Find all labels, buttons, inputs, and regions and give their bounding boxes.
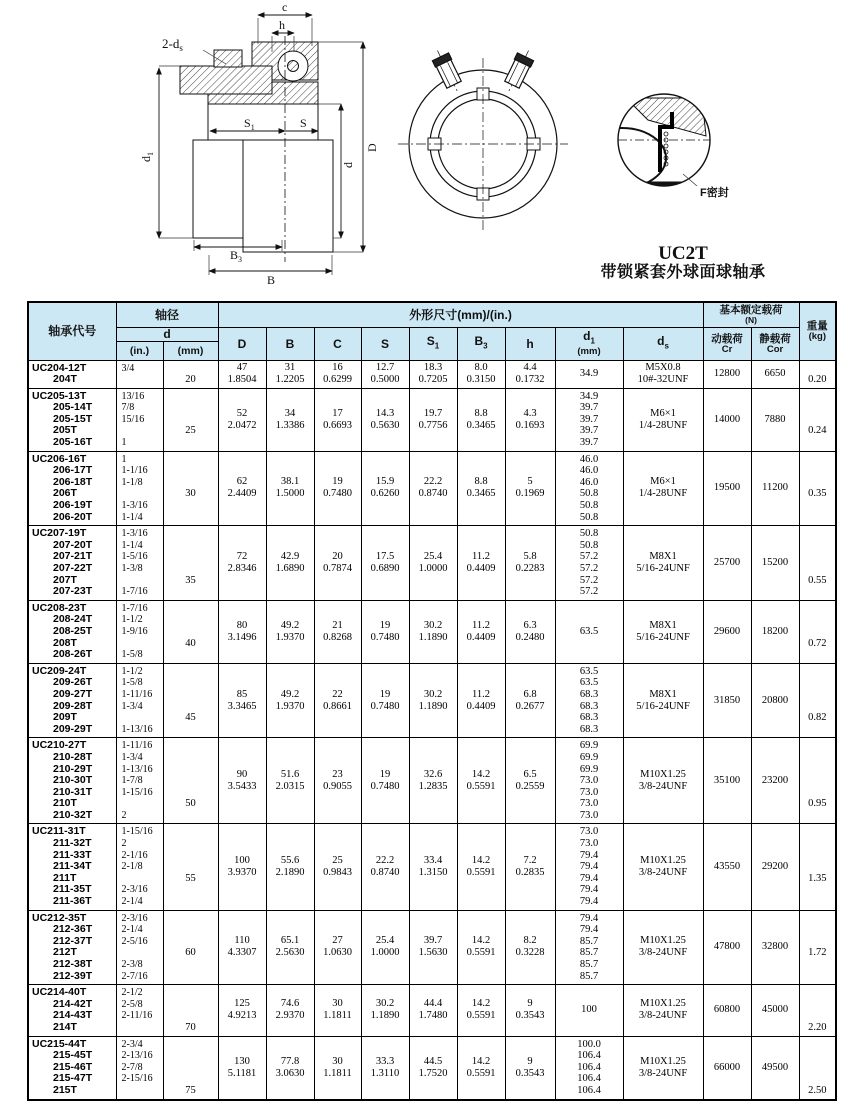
- dim-cell-6: 6.5 0.2559: [505, 738, 555, 824]
- static-load-cell: 11200: [751, 451, 799, 526]
- ds-cell: M6×1 1/4-28UNF: [623, 451, 703, 526]
- dim-cell-3: 19 0.7480: [361, 663, 409, 738]
- weight-cell: 0.55: [799, 526, 836, 601]
- table-body: [28, 360, 836, 1100]
- dynamic-load-cell: 19500: [703, 451, 751, 526]
- dynamic-load-cell: 14000: [703, 388, 751, 451]
- d1-cell: 100.0 106.4 106.4 106.4 106.4: [555, 1036, 623, 1099]
- table-row: [28, 388, 836, 451]
- table-row: [28, 600, 836, 663]
- col-shaft-diameter-group: 轴径: [116, 302, 218, 327]
- dynamic-load-cell: 66000: [703, 1036, 751, 1099]
- model-cell: UC207-19T 207-20T 207-21T 207-22T 207T 207-23T: [28, 526, 116, 601]
- dim-cell-2: 27 1.0630: [314, 910, 361, 985]
- static-load-cell: 18200: [751, 600, 799, 663]
- static-load-cell: 15200: [751, 526, 799, 601]
- weight-cell: 2.20: [799, 985, 836, 1036]
- mm-cell: 70: [163, 985, 218, 1036]
- weight-cell: 2.50: [799, 1036, 836, 1099]
- dim-cell-2: 22 0.8661: [314, 663, 361, 738]
- col-weight: 重量 (kg): [799, 302, 836, 360]
- dim-cell-5: 14.2 0.5591: [457, 910, 505, 985]
- mm-cell: 60: [163, 910, 218, 985]
- ds-cell: M10X1.25 3/8-24UNF: [623, 985, 703, 1036]
- mm-cell: 30: [163, 451, 218, 526]
- dim-cell-3: 15.9 0.6260: [361, 451, 409, 526]
- col-dim-c: C: [314, 327, 361, 360]
- ds-cell: M6×1 1/4-28UNF: [623, 388, 703, 451]
- dim-cell-4: 19.7 0.7756: [409, 388, 457, 451]
- dim-s1-label: $S_1$: [244, 116, 255, 132]
- dim-cell-2: 21 0.8268: [314, 600, 361, 663]
- table-row: [28, 451, 836, 526]
- inch-cell: 1-7/16 1-1/2 1-9/16 1-5/8: [116, 600, 163, 663]
- col-mm: (mm): [163, 341, 218, 360]
- d1-cell: 34.9: [555, 360, 623, 388]
- mm-cell: 25: [163, 388, 218, 451]
- inch-cell: 13/16 7/8 15/16 1: [116, 388, 163, 451]
- dim-cell-1: 49.2 1.9370: [266, 600, 314, 663]
- inch-cell: 3/4: [116, 360, 163, 388]
- dim-cell-3: 19 0.7480: [361, 600, 409, 663]
- dim-cell-1: 38.1 1.5000: [266, 451, 314, 526]
- dynamic-load-cell: 25700: [703, 526, 751, 601]
- mm-cell: 35: [163, 526, 218, 601]
- seal-detail-view: [578, 94, 729, 202]
- dynamic-load-cell: 31850: [703, 663, 751, 738]
- mm-cell: 20: [163, 360, 218, 388]
- dim-cell-3: 17.5 0.6890: [361, 526, 409, 601]
- dim-cell-6: 7.2 0.2835: [505, 824, 555, 910]
- dim-d1-label: $d_1$: [139, 152, 155, 162]
- col-dim-s1: $S_1$: [409, 327, 457, 360]
- table-row: [28, 824, 836, 910]
- model-cell: UC210-27T 210-28T 210-29T 210-30T 210-31T 210T 210-32T: [28, 738, 116, 824]
- dim-cell-0: 72 2.8346: [218, 526, 266, 601]
- dim-cell-5: 8.0 0.3150: [457, 360, 505, 388]
- dim-cell-1: 55.6 2.1890: [266, 824, 314, 910]
- technical-drawings: [0, 0, 860, 292]
- dim-c-label: c: [282, 0, 288, 14]
- dim-cell-6: 4.4 0.1732: [505, 360, 555, 388]
- col-static-load: 静载荷 Cor: [751, 327, 799, 360]
- dim-d-label: d: [341, 162, 355, 168]
- col-dim-ds: $d_s$: [623, 327, 703, 360]
- ds-cell: M10X1.25 3/8-24UNF: [623, 1036, 703, 1099]
- dim-cell-5: 14.2 0.5591: [457, 738, 505, 824]
- static-load-cell: 49500: [751, 1036, 799, 1099]
- dim-cell-0: 125 4.9213: [218, 985, 266, 1036]
- dim-cell-4: 44.4 1.7480: [409, 985, 457, 1036]
- dim-cell-0: 110 4.3307: [218, 910, 266, 985]
- dim-cell-4: 33.4 1.3150: [409, 824, 457, 910]
- dim-cell-2: 16 0.6299: [314, 360, 361, 388]
- dim-cell-0: 130 5.1181: [218, 1036, 266, 1099]
- ds-cell: M8X1 5/16-24UNF: [623, 526, 703, 601]
- dim-2ds-label: $2-d_s$: [162, 36, 183, 53]
- col-bearing-code: 轴承代号: [28, 302, 116, 360]
- dim-cell-1: 65.1 2.5630: [266, 910, 314, 985]
- static-load-cell: 6650: [751, 360, 799, 388]
- static-load-cell: 45000: [751, 985, 799, 1036]
- col-dim-s: S: [361, 327, 409, 360]
- dim-cell-4: 18.3 0.7205: [409, 360, 457, 388]
- dim-cell-3: 22.2 0.8740: [361, 824, 409, 910]
- static-load-cell: 20800: [751, 663, 799, 738]
- static-load-cell: 29200: [751, 824, 799, 910]
- col-dimensions-group: 外形尺寸(mm)/(in.): [218, 302, 703, 327]
- mm-cell: 40: [163, 600, 218, 663]
- dim-s-label: S: [300, 116, 307, 130]
- inch-cell: 1-15/16 2 2-1/16 2-1/8 2-3/16 2-1/4: [116, 824, 163, 910]
- weight-cell: 0.72: [799, 600, 836, 663]
- dim-cell-0: 47 1.8504: [218, 360, 266, 388]
- dim-cell-6: 5.8 0.2283: [505, 526, 555, 601]
- dim-cell-3: 19 0.7480: [361, 738, 409, 824]
- inch-cell: 2-3/4 2-13/16 2-7/8 2-15/16: [116, 1036, 163, 1099]
- series-subtitle: 带锁紧套外球面球轴承: [600, 264, 766, 281]
- weight-cell: 1.35: [799, 824, 836, 910]
- weight-cell: 0.35: [799, 451, 836, 526]
- dim-cell-4: 30.2 1.1890: [409, 600, 457, 663]
- table-row: [28, 663, 836, 738]
- inch-cell: 1 1-1/16 1-1/8 1-3/16 1-1/4: [116, 451, 163, 526]
- col-dim-d: D: [218, 327, 266, 360]
- d1-cell: 50.8 50.8 57.2 57.2 57.2 57.2: [555, 526, 623, 601]
- weight-cell: 0.20: [799, 360, 836, 388]
- dim-cell-0: 80 3.1496: [218, 600, 266, 663]
- model-cell: UC204-12T 204T: [28, 360, 116, 388]
- dim-b-label: B: [267, 273, 276, 287]
- dim-cell-6: 6.3 0.2480: [505, 600, 555, 663]
- inch-cell: 1-1/2 1-5/8 1-11/16 1-3/4 1-13/16: [116, 663, 163, 738]
- section-view: [139, 0, 379, 287]
- d1-cell: 79.4 79.4 85.7 85.7 85.7 85.7: [555, 910, 623, 985]
- dim-cell-5: 11.2 0.4409: [457, 600, 505, 663]
- model-cell: UC215-44T 215-45T 215-46T 215-47T 215T: [28, 1036, 116, 1099]
- mm-cell: 45: [163, 663, 218, 738]
- dynamic-load-cell: 47800: [703, 910, 751, 985]
- dim-cell-2: 25 0.9843: [314, 824, 361, 910]
- dim-cell-5: 14.2 0.5591: [457, 1036, 505, 1099]
- dim-cell-5: 14.2 0.5591: [457, 985, 505, 1036]
- model-cell: UC211-31T 211-32T 211-33T 211-34T 211T 211-35T 211-36T: [28, 824, 116, 910]
- dynamic-load-cell: 43550: [703, 824, 751, 910]
- dynamic-load-cell: 12800: [703, 360, 751, 388]
- col-rated-load-group: 基本额定载荷 (N): [703, 302, 799, 327]
- inch-cell: 2-1/2 2-5/8 2-11/16: [116, 985, 163, 1036]
- dim-cell-0: 85 3.3465: [218, 663, 266, 738]
- model-cell: UC208-23T 208-24T 208-25T 208T 208-26T: [28, 600, 116, 663]
- mm-cell: 75: [163, 1036, 218, 1099]
- dim-cell-3: 14.3 0.5630: [361, 388, 409, 451]
- dim-cell-5: 11.2 0.4409: [457, 663, 505, 738]
- table-row: [28, 1036, 836, 1099]
- dim-cell-4: 32.6 1.2835: [409, 738, 457, 824]
- series-title: UC2T: [658, 243, 708, 264]
- table-row: [28, 526, 836, 601]
- model-cell: UC212-35T 212-36T 212-37T 212T 212-38T 212-39T: [28, 910, 116, 985]
- dim-cell-2: 30 1.1811: [314, 1036, 361, 1099]
- bearing-spec-table: [27, 301, 837, 1101]
- static-load-cell: 32800: [751, 910, 799, 985]
- col-dynamic-load: 动载荷 Cr: [703, 327, 751, 360]
- dim-cell-5: 14.2 0.5591: [457, 824, 505, 910]
- mm-cell: 55: [163, 824, 218, 910]
- dim-cell-0: 100 3.9370: [218, 824, 266, 910]
- model-cell: UC214-40T 214-42T 214-43T 214T: [28, 985, 116, 1036]
- dim-cell-2: 19 0.7480: [314, 451, 361, 526]
- inch-cell: 2-3/16 2-1/4 2-5/16 2-3/8 2-7/16: [116, 910, 163, 985]
- d1-cell: 63.5: [555, 600, 623, 663]
- table-row: [28, 738, 836, 824]
- dim-cell-1: 31 1.2205: [266, 360, 314, 388]
- dim-cell-6: 5 0.1969: [505, 451, 555, 526]
- dynamic-load-cell: 35100: [703, 738, 751, 824]
- dim-cell-5: 11.2 0.4409: [457, 526, 505, 601]
- table-header: [28, 302, 836, 360]
- mm-cell: 50: [163, 738, 218, 824]
- dim-cell-4: 30.2 1.1890: [409, 663, 457, 738]
- dim-cell-3: 12.7 0.5000: [361, 360, 409, 388]
- dim-cell-4: 39.7 1.5630: [409, 910, 457, 985]
- dim-cell-1: 51.6 2.0315: [266, 738, 314, 824]
- seal-label: F密封: [700, 187, 729, 199]
- dim-cell-2: 23 0.9055: [314, 738, 361, 824]
- dim-cell-6: 9 0.3543: [505, 1036, 555, 1099]
- table-row: [28, 985, 836, 1036]
- dim-cell-5: 8.8 0.3465: [457, 451, 505, 526]
- col-dim-b3: $B_3$: [457, 327, 505, 360]
- ds-cell: M5X0.8 10#-32UNF: [623, 360, 703, 388]
- ds-cell: M8X1 5/16-24UNF: [623, 663, 703, 738]
- dim-cell-2: 17 0.6693: [314, 388, 361, 451]
- dim-cell-2: 30 1.1811: [314, 985, 361, 1036]
- ds-cell: M10X1.25 3/8-24UNF: [623, 824, 703, 910]
- dim-b3-label: $B_3$: [230, 248, 243, 264]
- model-cell: UC209-24T 209-26T 209-27T 209-28T 209T 209-29T: [28, 663, 116, 738]
- col-d: d: [116, 327, 218, 341]
- model-cell: UC206-16T 206-17T 206-18T 206T 206-19T 206-20T: [28, 451, 116, 526]
- dim-cell-1: 49.2 1.9370: [266, 663, 314, 738]
- d1-cell: 69.9 69.9 69.9 73.0 73.0 73.0 73.0: [555, 738, 623, 824]
- ds-cell: M10X1.25 3/8-24UNF: [623, 738, 703, 824]
- dim-cell-0: 90 3.5433: [218, 738, 266, 824]
- dim-cell-3: 25.4 1.0000: [361, 910, 409, 985]
- table-row: [28, 910, 836, 985]
- weight-cell: 0.95: [799, 738, 836, 824]
- weight-cell: 1.72: [799, 910, 836, 985]
- dim-D-label: D: [365, 143, 379, 152]
- dim-cell-3: 33.3 1.3110: [361, 1036, 409, 1099]
- table-row: [28, 360, 836, 388]
- dim-cell-6: 9 0.3543: [505, 985, 555, 1036]
- col-inch: (in.): [116, 341, 163, 360]
- dim-cell-2: 20 0.7874: [314, 526, 361, 601]
- dim-cell-1: 42.9 1.6890: [266, 526, 314, 601]
- d1-cell: 34.9 39.7 39.7 39.7 39.7: [555, 388, 623, 451]
- dim-h-label: h: [279, 18, 285, 32]
- dim-cell-1: 34 1.3386: [266, 388, 314, 451]
- dynamic-load-cell: 60800: [703, 985, 751, 1036]
- dim-cell-4: 44.5 1.7520: [409, 1036, 457, 1099]
- d1-cell: 63.5 63.5 68.3 68.3 68.3 68.3: [555, 663, 623, 738]
- dim-cell-0: 62 2.4409: [218, 451, 266, 526]
- dim-cell-6: 8.2 0.3228: [505, 910, 555, 985]
- weight-cell: 0.82: [799, 663, 836, 738]
- ds-cell: M10X1.25 3/8-24UNF: [623, 910, 703, 985]
- col-dim-h: h: [505, 327, 555, 360]
- static-load-cell: 7880: [751, 388, 799, 451]
- d1-cell: 46.0 46.0 46.0 50.8 50.8 50.8: [555, 451, 623, 526]
- dim-cell-1: 74.6 2.9370: [266, 985, 314, 1036]
- inch-cell: 1-3/16 1-1/4 1-5/16 1-3/8 1-7/16: [116, 526, 163, 601]
- end-view: [398, 47, 568, 232]
- dim-cell-1: 77.8 3.0630: [266, 1036, 314, 1099]
- dim-cell-3: 30.2 1.1890: [361, 985, 409, 1036]
- col-dim-b: B: [266, 327, 314, 360]
- model-cell: UC205-13T 205-14T 205-15T 205T 205-16T: [28, 388, 116, 451]
- dim-cell-0: 52 2.0472: [218, 388, 266, 451]
- d1-cell: 73.0 73.0 79.4 79.4 79.4 79.4 79.4: [555, 824, 623, 910]
- col-dim-d1: $d_1$ (mm): [555, 327, 623, 360]
- weight-cell: 0.24: [799, 388, 836, 451]
- dim-cell-4: 25.4 1.0000: [409, 526, 457, 601]
- dynamic-load-cell: 29600: [703, 600, 751, 663]
- static-load-cell: 23200: [751, 738, 799, 824]
- dim-cell-4: 22.2 0.8740: [409, 451, 457, 526]
- d1-cell: 100: [555, 985, 623, 1036]
- dim-cell-6: 6.8 0.2677: [505, 663, 555, 738]
- dim-cell-6: 4.3 0.1693: [505, 388, 555, 451]
- dim-cell-5: 8.8 0.3465: [457, 388, 505, 451]
- ds-cell: M8X1 5/16-24UNF: [623, 600, 703, 663]
- inch-cell: 1-11/16 1-3/4 1-13/16 1-7/8 1-15/16 2: [116, 738, 163, 824]
